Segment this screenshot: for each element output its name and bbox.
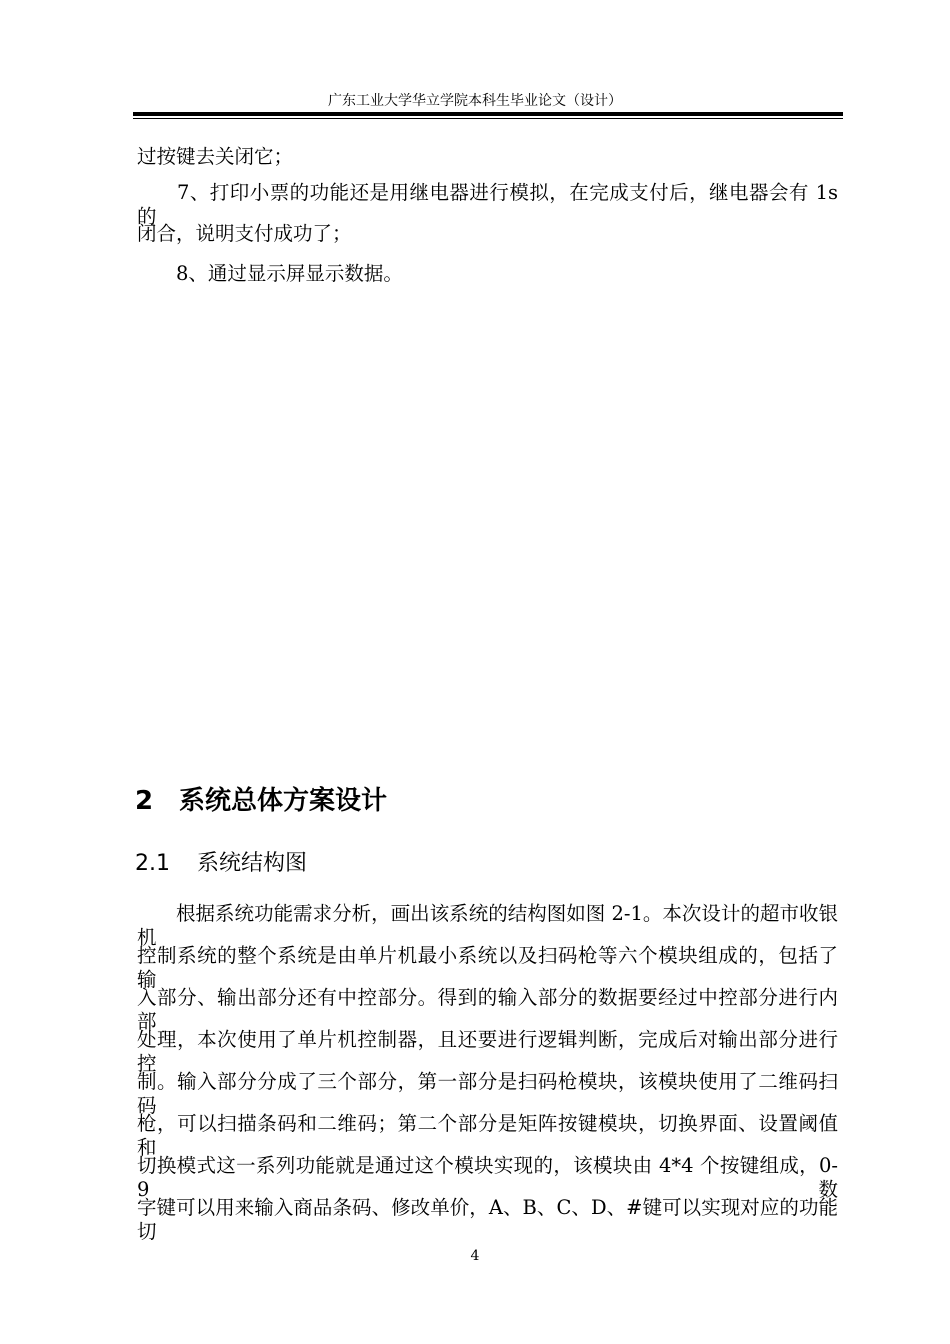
text-line: 7、打印小票的功能还是用继电器进行模拟，在完成支付后，继电器会有 1s 的 bbox=[137, 181, 838, 228]
header-rule-thick bbox=[133, 112, 843, 116]
section-number: 2 bbox=[135, 786, 154, 816]
text-line: 字键可以用来输入商品条码、修改单价，A、B、C、D、#键可以实现对应的功能切 bbox=[137, 1196, 838, 1243]
subsection-title: 系统结构图 bbox=[197, 851, 308, 876]
text-line: 处理，本次使用了单片机控制器，且还要进行逻辑判断，完成后对输出部分进行控 bbox=[137, 1028, 838, 1075]
text-line: 入部分、输出部分还有中控部分。得到的输入部分的数据要经过中控部分进行内部 bbox=[137, 986, 838, 1033]
text-line: 切换模式这一系列功能就是通过这个模块实现的，该模块由 4*4 个按键组成，0-9 数 bbox=[137, 1154, 838, 1201]
page-header: 广东工业大学华立学院本科生毕业论文（设计） bbox=[328, 93, 622, 109]
text-line: 闭合，说明支付成功了； bbox=[137, 222, 352, 245]
text-line: 根据系统功能需求分析，画出该系统的结构图如图 2-1。本次设计的超市收银机 bbox=[137, 902, 838, 949]
subsection-heading bbox=[135, 846, 307, 877]
header-rule-thin bbox=[133, 118, 843, 119]
text-line: 制。输入部分分成了三个部分，第一部分是扫码枪模块，该模块使用了二维码扫码 bbox=[137, 1070, 838, 1117]
text-line: 8、通过显示屏显示数据。 bbox=[137, 262, 403, 285]
subsection-number: 2.1 bbox=[135, 851, 170, 876]
text-line: 过按键去关闭它； bbox=[137, 145, 294, 168]
section-title: 系统总体方案设计 bbox=[179, 786, 388, 816]
page-number: 4 bbox=[470, 1248, 480, 1264]
text-line: 控制系统的整个系统是由单片机最小系统以及扫码枪等六个模块组成的，包括了输 bbox=[137, 944, 838, 991]
text-line: 枪，可以扫描条码和二维码；第二个部分是矩阵按键模块，切换界面、设置阈值和 bbox=[137, 1112, 838, 1159]
section-heading bbox=[135, 780, 387, 817]
